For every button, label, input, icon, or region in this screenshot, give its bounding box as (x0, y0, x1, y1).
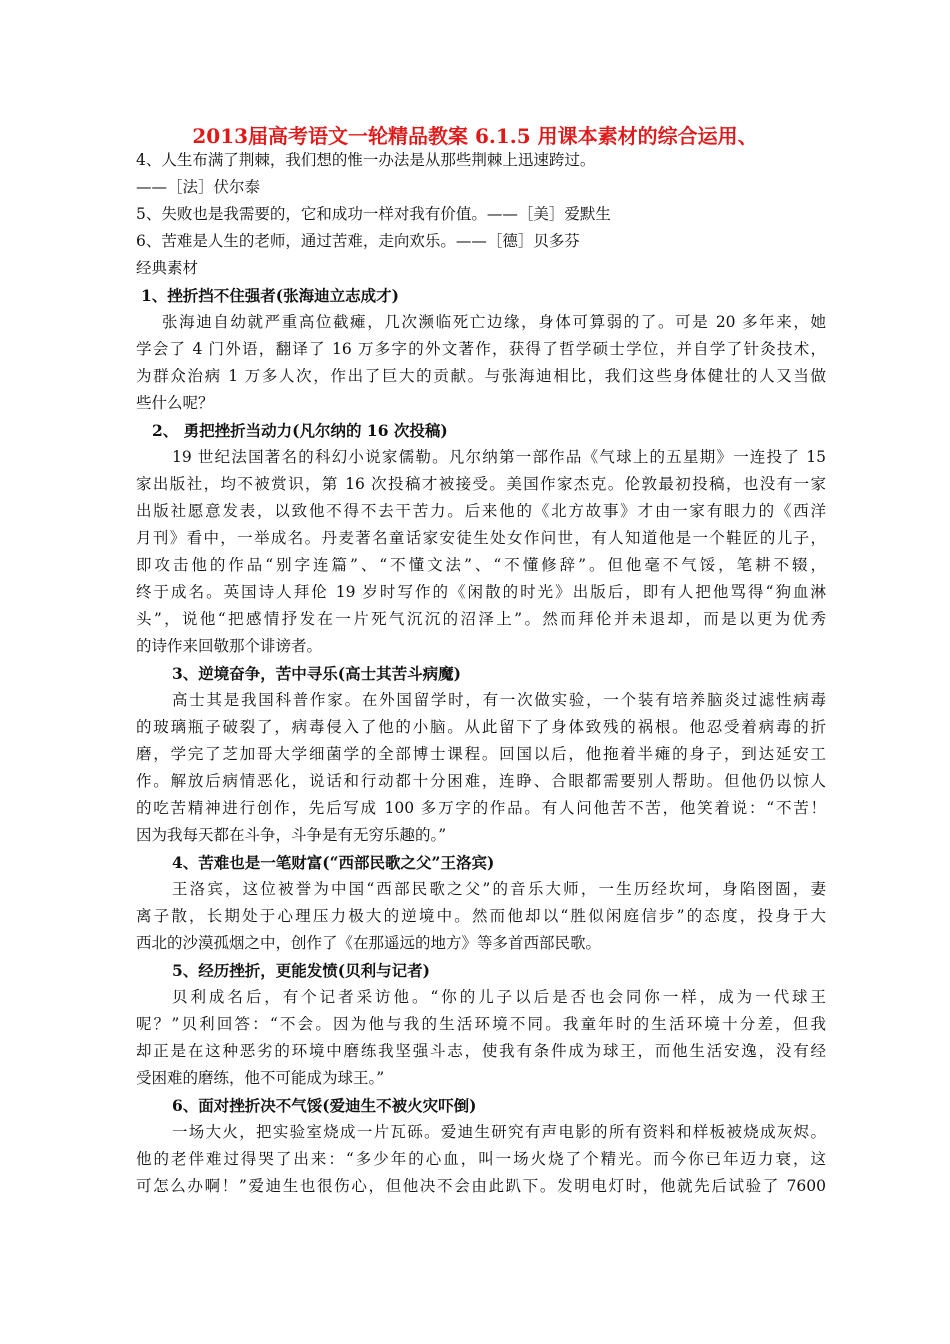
text-line: 张海迪自幼就严重高位截瘫，几次濒临死亡边缘，身体可算弱的了。可是 20 多年来，她 (162, 313, 826, 331)
text-line: 出版社愿意发表，以致他不得不去干苦力。后来他的《北方故事》才由一家有眼力的《西洋 (136, 502, 826, 520)
text-line: 一场大火，把实验室烧成一片瓦砾。爱迪生研究有声电影的所有资料和样板被烧成灰烬。 (172, 1123, 826, 1141)
document-title: 2013届高考语文一轮精品教案 6.1.5 用课本素材的综合运用、 (192, 124, 758, 148)
text-line: 6、苦难是人生的老师，通过苦难，走向欢乐。——［德］贝多芬 (136, 232, 580, 250)
text-line: 王洛宾，这位被誉为中国“西部民歌之父”的音乐大师，一生历经坎坷，身陷囹圄，妻 (172, 880, 826, 898)
text-line: 月刊》看中，一举成名。丹麦著名童话家安徒生处女作问世，有人知道他是一个鞋匠的儿子， (136, 529, 826, 547)
text-line: 高士其是我国科普作家。在外国留学时，有一次做实验，一个装有培养脑炎过滤性病毒 (172, 691, 826, 709)
text-line: 西北的沙漠孤烟之中，创作了《在那遥远的地方》等多首西部民歌。 (136, 934, 602, 952)
section-heading: 5、经历挫折，更能发愤(贝利与记者) (172, 961, 430, 980)
text-line: 些什么呢？ (136, 394, 214, 412)
text-line: 为群众治病 1 万多人次，作出了巨大的贡献。与张海迪相比，我们这些身体健壮的人又当做 (136, 367, 826, 385)
text-line: 贝利成名后，有个记者采访他。“你的儿子以后是否也会同你一样，成为一代球王 (172, 988, 826, 1006)
text-line: 经典素材 (136, 259, 199, 277)
text-line: 离子散，长期处于心理压力极大的逆境中。然而他却以“胜似闲庭信步”的态度，投身于大 (136, 907, 826, 925)
text-line: 的吃苦精神进行创作，先后写成 100 多万字的作品。有人问他苦不苦，他笑着说：“不苦！ (136, 799, 826, 817)
text-line: 头”，说他“把感情抒发在一片死气沉沉的沼泽上”。然而拜伦并未退却，而是以更为优秀 (136, 610, 826, 628)
section-heading: 2、 勇把挫折当动力(凡尔纳的 16 次投稿) (152, 421, 448, 440)
text-line: 终于成名。英国诗人拜伦 19 岁时写作的《闲散的时光》出版后，即有人把他骂得“狗血淋 (136, 583, 826, 601)
text-line: 即攻击他的作品“别字连篇”、“不懂文法”、“不懂修辞”。但他毫不气馁，笔耕不辍， (136, 556, 826, 574)
text-line: 5、失败也是我需要的，它和成功一样对我有价值。——［美］爱默生 (136, 205, 611, 223)
text-line: 作。解放后病情恶化，说话和行动都十分困难，连睁、合眼都需要别人帮助。但他仍以惊人 (136, 772, 826, 790)
text-line: 却正是在这种恶劣的环境中磨练我坚强斗志，使我有条件成为球王，而他生活安逸，没有经 (136, 1042, 826, 1060)
section-heading: 1、挫折挡不住强者(张海迪立志成才) (141, 286, 399, 305)
text-line: 19 世纪法国著名的科幻小说家儒勒。凡尔纳第一部作品《气球上的五星期》一连投了 15 (172, 448, 826, 466)
section-heading: 6、面对挫折决不气馁(爱迪生不被火灾吓倒) (172, 1096, 477, 1115)
section-heading: 3、逆境奋争，苦中寻乐(高士其苦斗病魔) (172, 664, 461, 683)
text-line: 的玻璃瓶子破裂了，病毒侵入了他的小脑。从此留下了身体致残的祸根。他忍受着病毒的折 (136, 718, 826, 736)
text-line: 家出版社，均不被赏识，第 16 次投稿才被接受。美国作家杰克。伦敦最初投稿，也没有一家 (136, 475, 826, 493)
document-body (136, 147, 826, 1200)
text-line: 受困难的磨练，他不可能成为球王。” (136, 1069, 385, 1087)
section-heading: 4、苦难也是一笔财富(“西部民歌之父”王洛宾) (172, 853, 495, 872)
text-line: 可怎么办啊！”爱迪生也很伤心，但他决不会由此趴下。发明电灯时，他就先后试验了 7600 (136, 1177, 826, 1195)
text-line: 学会了 4 门外语，翻译了 16 万多字的外文著作，获得了哲学硕士学位，并自学了针灸技术， (136, 340, 826, 358)
text-line: 因为我每天都在斗争，斗争是有无穷乐趣的。” (136, 826, 447, 844)
text-line: 他的老伴难过得哭了出来：“多少年的心血，叫一场火烧了个精光。而今你已年迈力衰，这 (136, 1150, 826, 1168)
text-line: 呢？”贝利回答：“不会。因为他与我的生活环境不同。我童年时的生活环境十分差，但我 (136, 1015, 826, 1033)
text-line: 4、人生布满了荆棘，我们想的惟一办法是从那些荆棘上迅速跨过。 (136, 151, 596, 169)
text-line: 的诗作来回敬那个诽谤者。 (136, 637, 323, 655)
text-line: 磨，学完了芝加哥大学细菌学的全部博士课程。回国以后，他拖着半瘫的身子，到达延安工 (136, 745, 826, 763)
text-line: ——［法］伏尔泰 (136, 178, 261, 196)
